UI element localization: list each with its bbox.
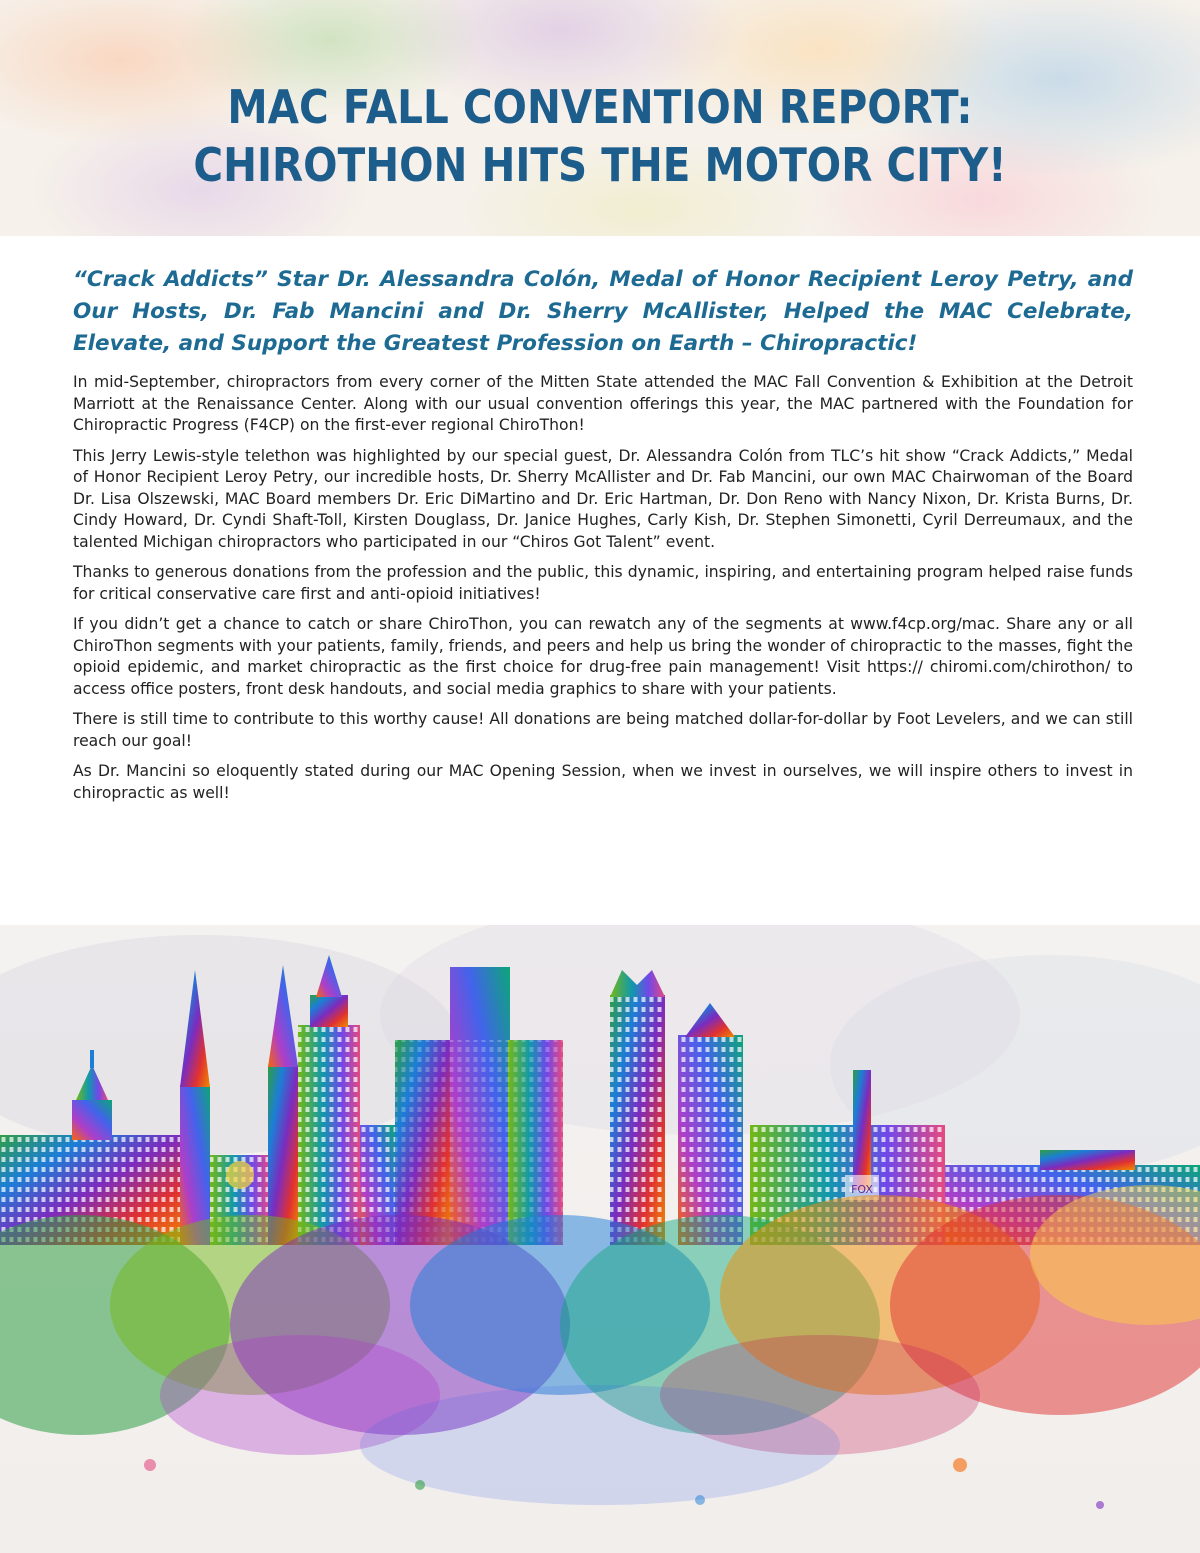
- paragraph-3: Thanks to generous donations from the profession and the public, this dynamic, inspiring, and entertaining program helped raise funds for critical conservative care first and anti-opioid initiatives!: [73, 563, 1133, 603]
- title-line-2: CHIROTHON HITS THE MOTOR CITY!: [193, 138, 1007, 192]
- article-subtitle: “Crack Addicts” Star Dr. Alessandra Colón, Medal of Honor Recipient Leroy Petry, and Our Hosts, Dr. Fab Mancini and Dr. Sherry McAllister, Helped the MAC Celebrate, Elevate, and Support the Greatest Profession on Earth – Chiropractic!: [73, 267, 1133, 356]
- header-watercolor-band: [0, 0, 1200, 236]
- detroit-skyline-illustration: [0, 925, 1200, 1553]
- paragraph-6: As Dr. Mancini so eloquently stated during our MAC Opening Session, when we invest in ourselves, we will inspire others to invest in chiropractic as well!: [73, 762, 1133, 802]
- title-line-1: MAC FALL CONVENTION REPORT:: [227, 80, 973, 134]
- article-body: [73, 264, 1133, 813]
- watercolor-splash: [0, 1185, 1200, 1509]
- paragraph-5: There is still time to contribute to this worthy cause! All donations are being matched dollar-for-dollar by Foot Levelers, and we can still reach our goal!: [73, 710, 1133, 750]
- page-title: [72, 78, 1128, 194]
- paragraph-2: This Jerry Lewis-style telethon was highlighted by our special guest, Dr. Alessandra Colón from TLC’s hit show “Crack Addicts,” Medal of Honor Recipient Leroy Petry, our incredible hosts, Dr. Sherry McAllister and Dr. Fab Mancini, our own MAC Chairwoman of the Board Dr. Lisa Olszewski, MAC Board members Dr. Eric DiMartino and Dr. Eric Hartman, Dr. Don Reno with Nancy Nixon, Dr. Krista Burns, Dr. Cindy Howard, Dr. Cyndi Shaft-Toll, Kirsten Douglass, Dr. Janice Hughes, Carly Kish, Dr. Stephen Simonetti, Cyril Derreumaux, and the talented Michigan chiropractors who participated in our “Chiros Got Talent” event.: [73, 446, 1133, 551]
- skyline-image: [0, 925, 1200, 1553]
- fox-sign: FOX: [851, 1183, 873, 1196]
- paragraph-4: If you didn’t get a chance to catch or share ChiroThon, you can rewatch any of the segments at www.f4cp.org/mac. Share any or all ChiroThon segments with your patients, family, friends, and peers and help us bring the wonder of chiropractic to the masses, fight the opioid epidemic, and market chiropractic as the first choice for drug-free pain management! Visit https:// chiromi.com/chirothon/ to access office posters, front desk handouts, and social media graphics to share with your patients.: [73, 615, 1133, 698]
- paragraph-1: In mid-September, chiropractors from every corner of the Mitten State attended the MAC Fall Convention & Exhibition at the Detroit Marriott at the Renaissance Center. Along with our usual convention offerings this year, the MAC partnered with the Foundation for Chiropractic Progress (F4CP) on the first-ever regional ChiroThon!: [73, 373, 1133, 434]
